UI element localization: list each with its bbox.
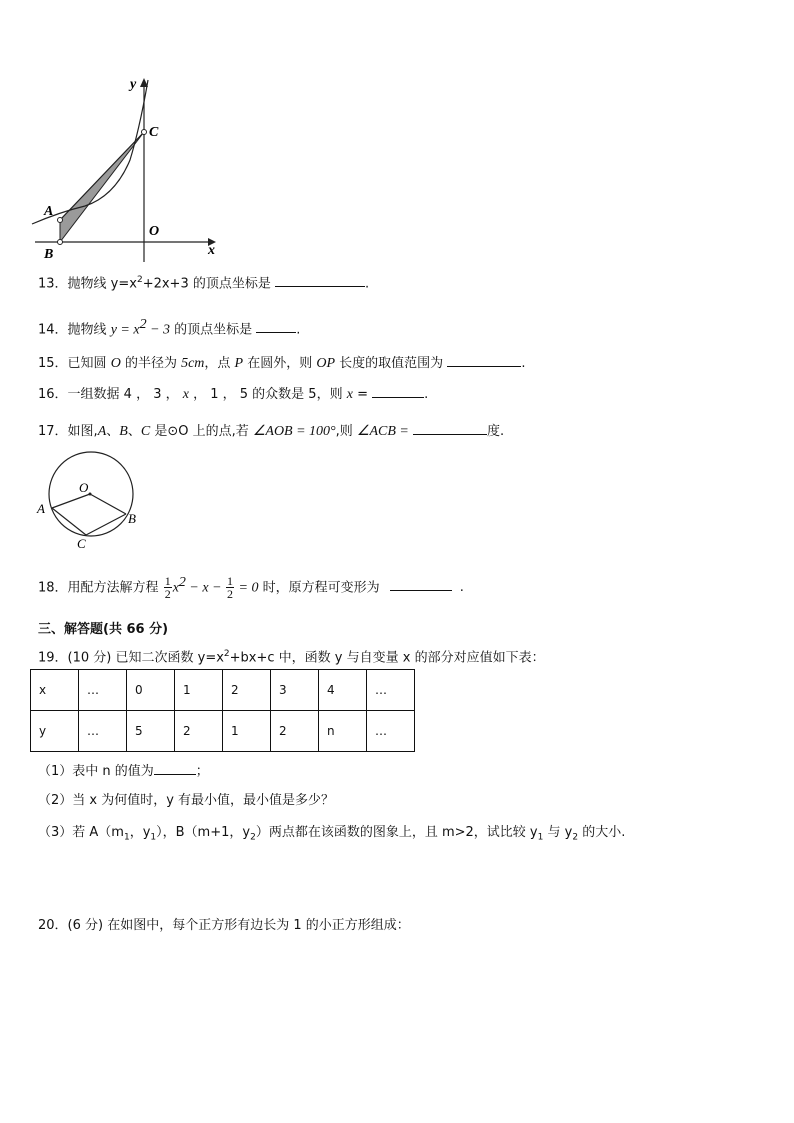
table-cell: 2	[175, 711, 223, 752]
question-18: 18．用配方法解方程 $\frac{1}{2}$ $x^2 - x$ − $\frac{1}{2}$ = 0 时，原方程可变形为 .	[38, 574, 464, 602]
triangle-abc	[60, 132, 144, 242]
table-cell: …	[367, 670, 415, 711]
question-19-part-3: （3）若 $A(m_1$，$y_1$），B（m+1，$y_2$）两点都在该函数的图象上，且 m>2，试比较 $y_1$ 与 $y_2$ 的大小.	[38, 825, 626, 843]
table-row-x	[31, 670, 415, 711]
table-cell: 3	[271, 670, 319, 711]
table-cell: n	[319, 711, 367, 752]
table-cell: 4	[319, 670, 367, 711]
fraction-half-2: $\frac{1}{2}$	[227, 574, 234, 602]
question-20: 20．(6 分) 在如图中，每个正方形有边长为 1 的小正方形组成：	[38, 918, 410, 933]
answer-blank-19-1[interactable]	[154, 762, 196, 775]
table-cell: 2	[223, 670, 271, 711]
segment-ac	[60, 132, 144, 220]
answer-blank-14[interactable]	[256, 320, 296, 333]
table-cell: …	[367, 711, 415, 752]
answer-blank-16[interactable]	[372, 385, 424, 398]
label-x: x	[208, 243, 215, 258]
figure-circle	[34, 450, 144, 552]
answer-blank-17[interactable]	[413, 422, 487, 435]
label-c-circle: C	[77, 536, 86, 551]
label-o: O	[149, 224, 160, 239]
label-b: B	[44, 247, 54, 262]
table-cell: 1	[175, 670, 223, 711]
point-c	[142, 130, 147, 135]
label-y: y	[130, 77, 137, 92]
center-point	[89, 493, 92, 496]
segment-oa	[52, 494, 90, 508]
table-row-y	[31, 711, 415, 752]
answer-blank-15[interactable]	[447, 354, 521, 367]
label-o-circle: O	[79, 480, 89, 495]
y-axis-arrow	[140, 78, 148, 87]
label-c: C	[149, 125, 159, 140]
answer-blank-18[interactable]	[390, 578, 452, 591]
answer-blank-13[interactable]	[275, 274, 365, 287]
point-a	[58, 218, 63, 223]
label-a: A	[44, 204, 54, 219]
table-cell: y	[31, 711, 79, 752]
question-16: 16．一组数据 4 ， 3 ， x ， 1 ， 5 的众数是 5，则 x = .	[38, 387, 429, 402]
segment-ac	[52, 508, 86, 535]
section-heading: 三、解答题(共 66 分)	[38, 622, 169, 637]
table-cell: x	[31, 670, 79, 711]
figure-parabola	[30, 72, 230, 262]
table-cell: 0	[127, 670, 175, 711]
question-17: 17．如图,A、B、C 是⊙O 上的点,若 ∠AOB = 100°,则 ∠ACB = 度.	[38, 424, 505, 439]
fraction-half-1: $\frac{1}{2}$	[164, 574, 171, 602]
question-13: 13．抛物线 $y=x^2+2x+3$ 的顶点坐标是 .	[38, 275, 370, 292]
question-19-part-2: （2）当 x 为何值时，y 有最小值，最小值是多少？	[38, 793, 335, 808]
table-cell: …	[79, 670, 127, 711]
point-b	[58, 240, 63, 245]
table-cell: …	[79, 711, 127, 752]
question-19-part-1: （1）表中 n 的值为 ；	[38, 764, 209, 779]
question-19: 19．(10 分) 已知二次函数 $y=x^2+bx+c$ 中，函数 y 与自变量 x 的部分对应值如下表：	[38, 649, 545, 666]
table-cell: 2	[271, 711, 319, 752]
label-a-circle: A	[37, 501, 45, 516]
segment-ob	[90, 494, 126, 514]
label-b-circle: B	[128, 511, 136, 526]
value-table	[30, 669, 415, 752]
table-cell: 1	[223, 711, 271, 752]
table-cell: 5	[127, 711, 175, 752]
question-15: 15．已知圆 O 的半径为 5cm，点 P 在圆外，则 OP 长度的取值范围为 .	[38, 356, 526, 371]
question-14: 14．抛物线 $y = x^2 - 3$ 的顶点坐标是 .	[38, 317, 301, 338]
